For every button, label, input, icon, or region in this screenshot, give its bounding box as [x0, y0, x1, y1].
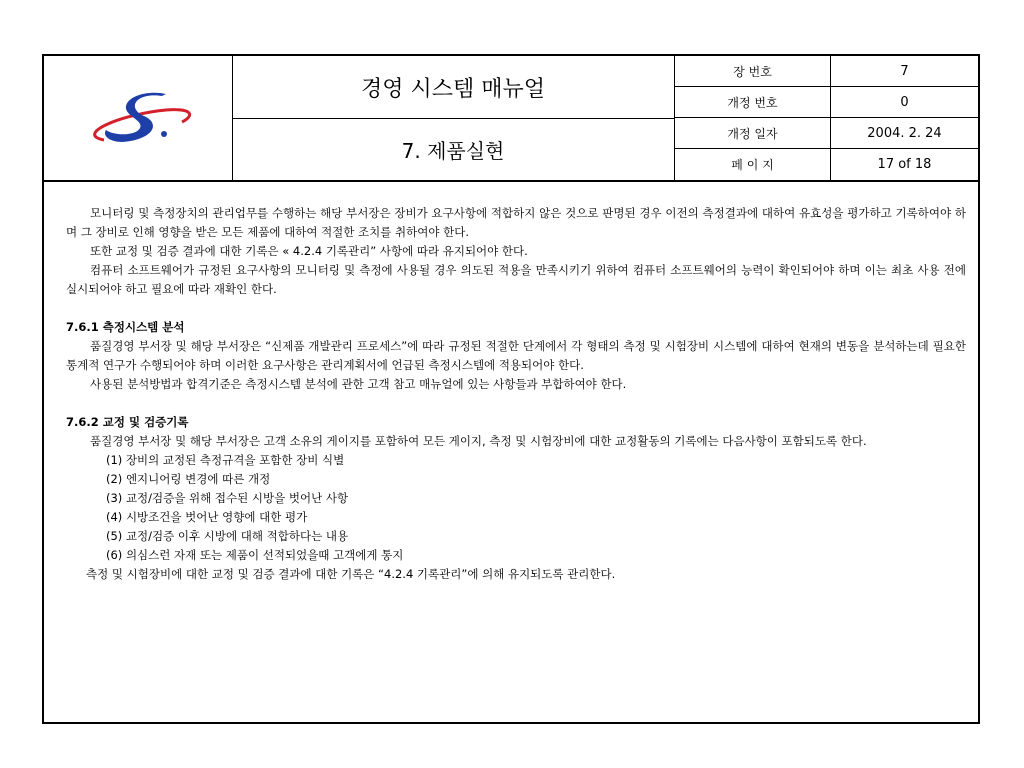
body-paragraph: 모니터링 및 측정장치의 관리업무를 수행하는 해당 부서장은 장비가 요구사항에 적합하지 않은 것으로 판명된 경우 이전의 측정결과에 대하여 유효성을 평가하고 기록하여야 하며 그 장비로 인해 영향을 받은 모든 제품에 대하여 적절한 조치를 취하여야 한다.	[66, 206, 966, 239]
revision-number-row	[675, 87, 978, 118]
document-header	[44, 56, 978, 182]
logo-cell	[44, 56, 233, 180]
document-info-table	[675, 56, 978, 180]
body-paragraph: 컴퓨터 소프트웨어가 규정된 요구사항의 모니터링 및 측정에 사용될 경우 의도된 적용을 만족시키기 위하여 컴퓨터 소프트웨어의 능력이 확인되어야 하며 이는 최초 사용 전에 실시되어야 하고 필요에 따라 재확인 한다.	[66, 263, 966, 296]
document-body	[66, 204, 966, 584]
company-logo-icon	[44, 56, 232, 180]
list-item: (4) 시방조건을 벗어난 영향에 대한 평가	[106, 510, 308, 524]
document-frame	[42, 54, 980, 724]
list-item: (3) 교정/검증을 위해 접수된 시방을 벗어난 사항	[106, 491, 349, 505]
list-item: (5) 교정/검증 이후 시방에 대해 적합하다는 내용	[106, 529, 349, 543]
info-value: 2004. 2. 24	[867, 125, 942, 141]
info-label: 페 이 지	[675, 149, 831, 180]
chapter-number-row	[675, 56, 978, 87]
info-label: 개정 일자	[675, 118, 831, 148]
revision-date-row	[675, 118, 978, 149]
chapter-title: 7. 제품실현	[232, 118, 675, 180]
body-paragraph: 사용된 분석방법과 합격기준은 측정시스템 분석에 관한 고객 참고 매뉴얼에 있는 사항들과 부합하여야 한다.	[90, 377, 627, 391]
body-paragraph: 또한 교정 및 검증 결과에 대한 기록은 « 4.2.4 기록관리” 사항에 따라 유지되어야 한다.	[90, 244, 528, 258]
list-item: (2) 엔지니어링 변경에 따른 개정	[106, 472, 271, 486]
list-item: (1) 장비의 교정된 측정규격을 포함한 장비 식별	[106, 453, 345, 467]
closing-paragraph: 측정 및 시험장비에 대한 교정 및 검증 결과에 대한 기록은 “4.2.4 기록관리”에 의해 유지되도록 관리한다.	[86, 567, 616, 581]
section-heading: 7.6.2 교정 및 검증기록	[66, 415, 189, 429]
body-paragraph: 품질경영 부서장 및 해당 부서장은 “신제품 개발관리 프로세스”에 따라 규정된 적절한 단계에서 각 형태의 측정 및 시험장비 시스템에 대하여 현재의 변동을 분석하는데 필요한 통계적 연구가 수행되어야 하며 이러한 요구사항은 관리계획서에 언급된 측정시스템에 적용되어야 한다.	[66, 339, 966, 372]
manual-title: 경영 시스템 매뉴얼	[232, 56, 675, 119]
info-label: 장 번호	[675, 56, 831, 86]
list-item: (6) 의심스런 자재 또는 제품이 선적되었을때 고객에게 통지	[106, 548, 404, 562]
info-label: 개정 번호	[675, 87, 831, 117]
info-value: 17 of 18	[877, 157, 932, 172]
info-value: 0	[900, 94, 909, 110]
section-heading: 7.6.1 측정시스템 분석	[66, 320, 185, 334]
body-paragraph: 품질경영 부서장 및 해당 부서장은 고객 소유의 게이지를 포함하여 모든 게이지, 측정 및 시험장비에 대한 교정활동의 기록에는 다음사항이 포함되도록 한다.	[90, 434, 867, 448]
page-row	[675, 149, 978, 180]
info-value: 7	[900, 63, 909, 79]
